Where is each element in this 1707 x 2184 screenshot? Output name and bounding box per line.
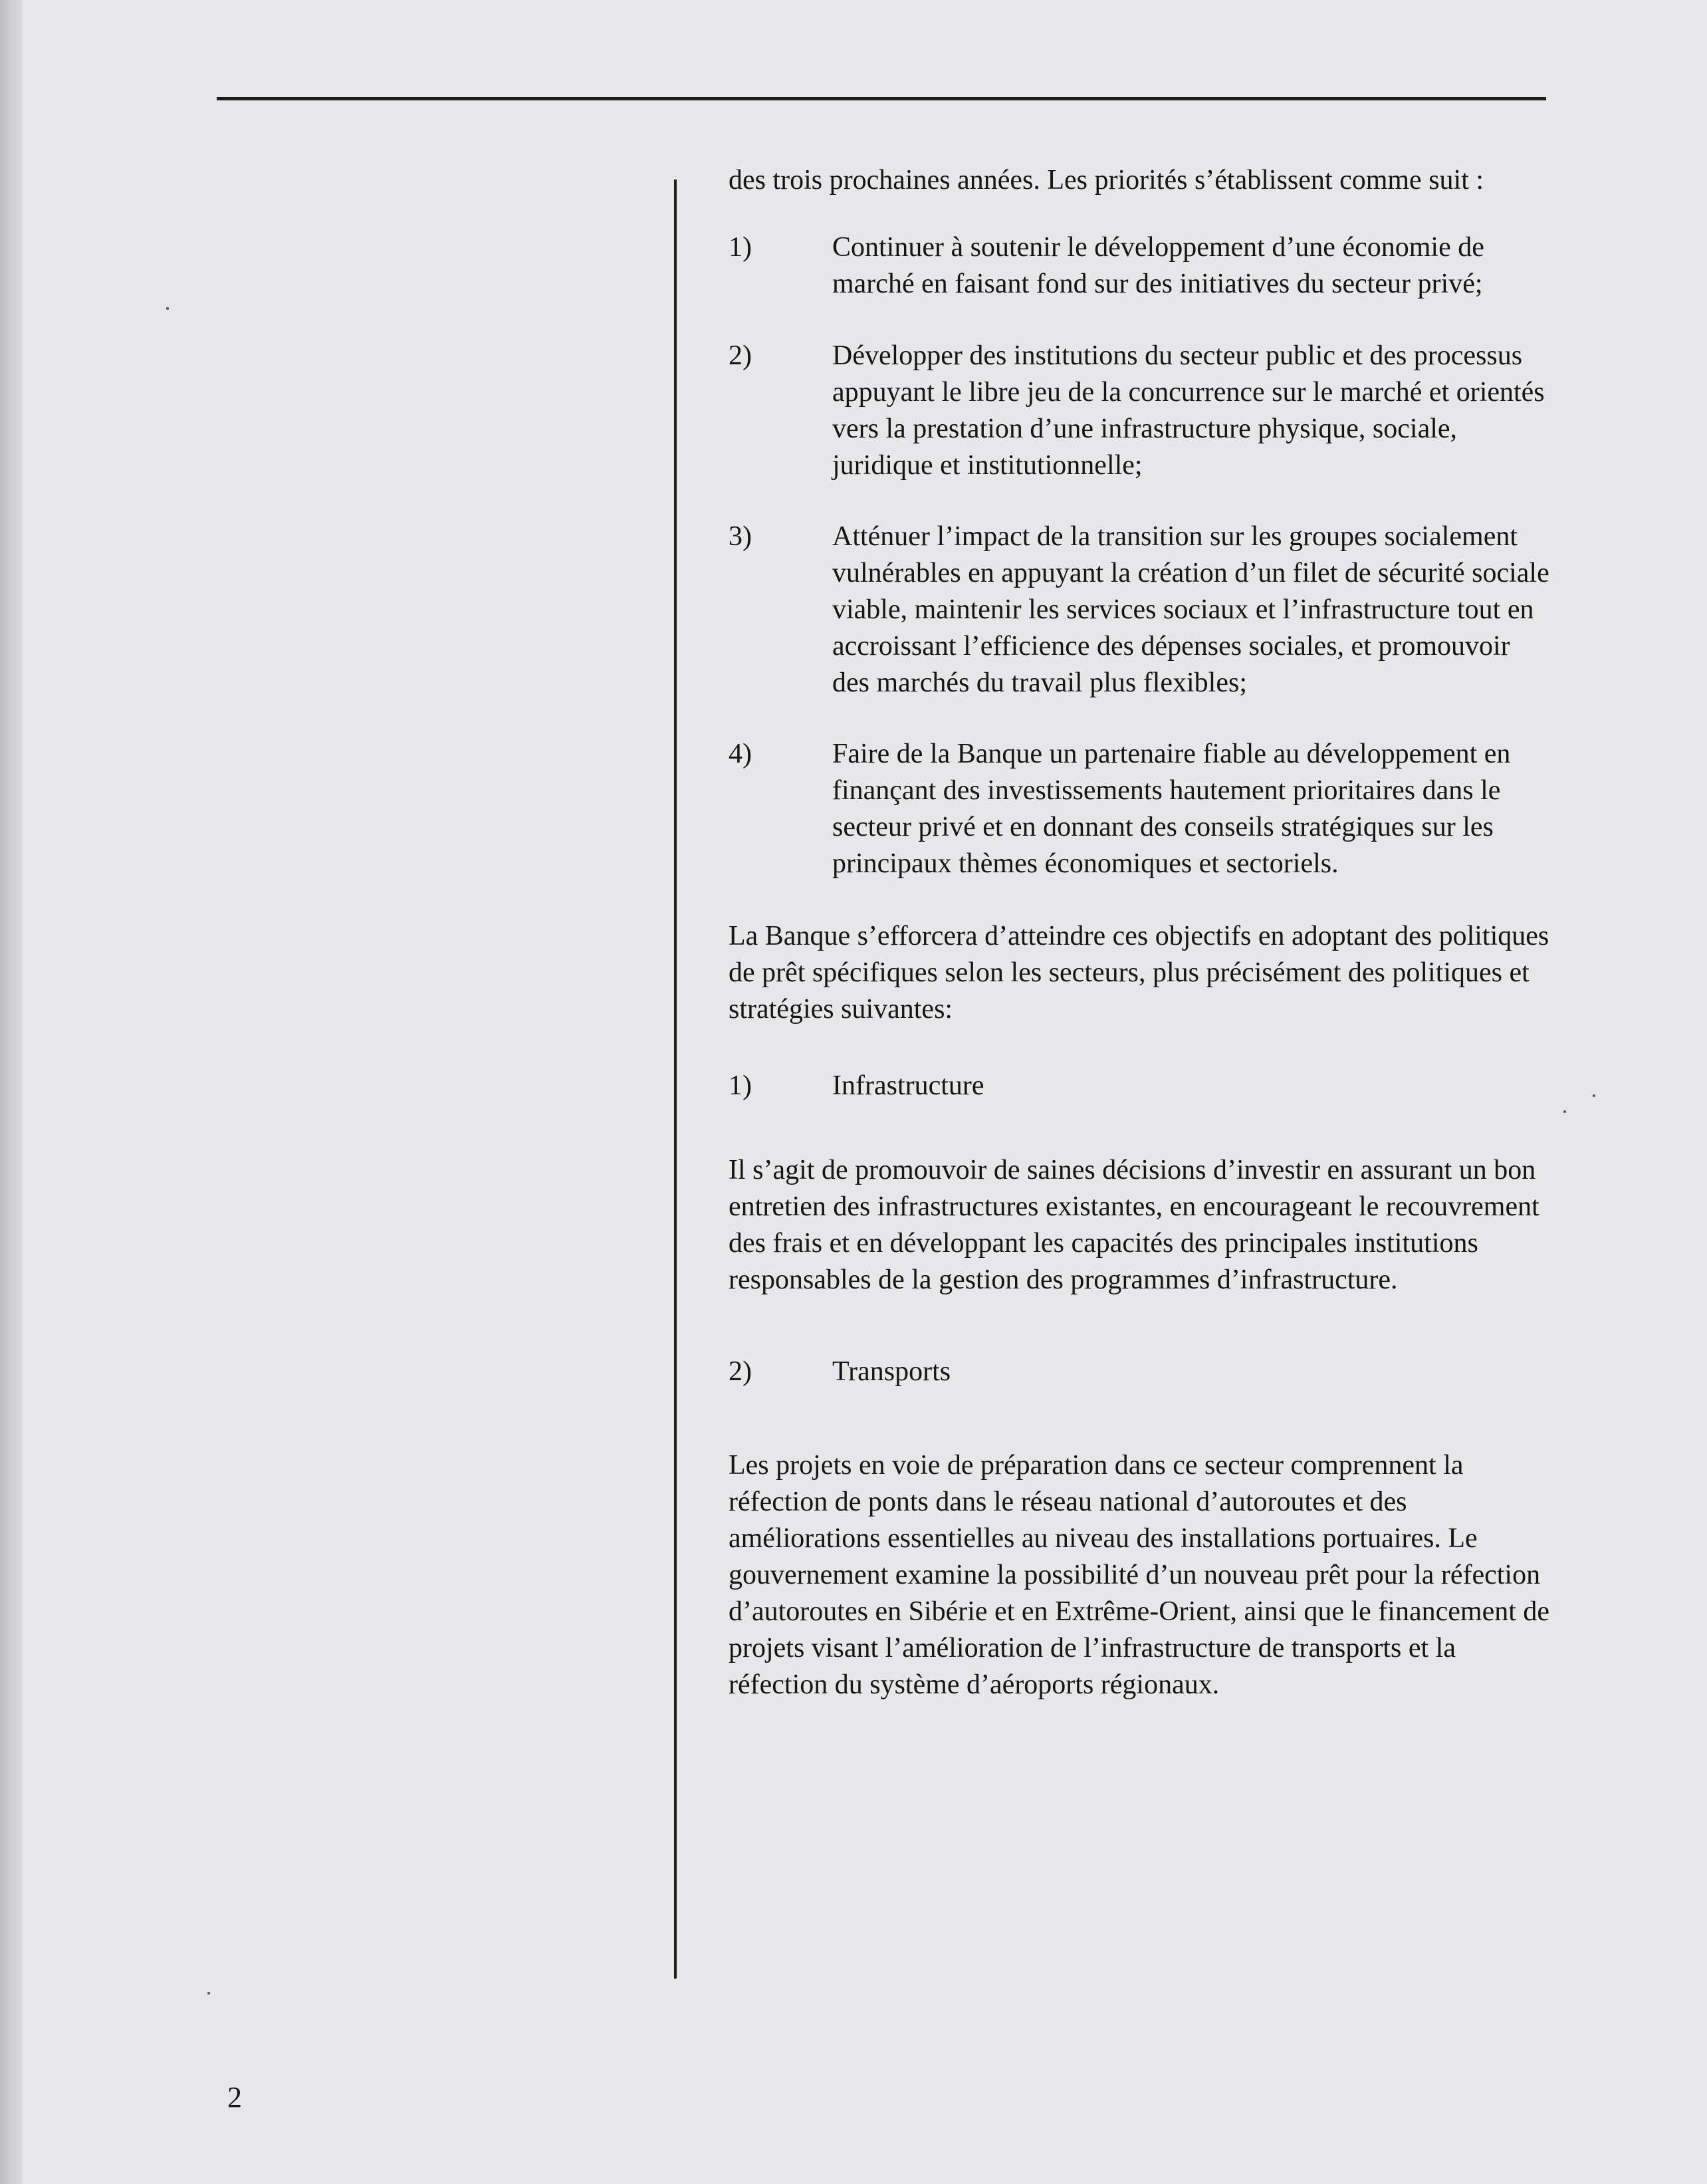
speck — [166, 307, 169, 310]
section-heading — [729, 1068, 1553, 1104]
priority-item — [729, 338, 1553, 484]
intro-paragraph: des trois prochaines années. Les priorités s’établissent comme suit : — [729, 165, 1484, 195]
priority-item — [729, 519, 1553, 701]
section-heading — [729, 1354, 1553, 1390]
priority-text: Atténuer l’impact de la transition sur les groupes socialement vulnérables en appuyant la création d’un filet de sécurité sociale viable, maintenir les services sociaux et l’infrastructure tout en accroissant l’efficience des dépenses sociales, et promouvoir des marchés du travail plus flexibles; — [832, 521, 1549, 698]
section-body: Il s’agit de promouvoir de saines décisions d’investir en assurant un bon entretien des infrastructures existantes, en encourageant le recouvrement des frais et en développant les capacités des principales institutions responsables de la gestion des programmes d’infrastructure. — [729, 1155, 1539, 1295]
speck — [207, 1992, 210, 1995]
priority-text: Continuer à soutenir le développement d’une économie de marché en faisant fond sur des initiatives du secteur privé; — [832, 232, 1484, 299]
section-body: Les projets en voie de préparation dans ce secteur comprennent la réfection de ponts dans le réseau national d’autoroutes et des améliorations essentielles au niveau des installations portuaires. Le gouvernement examine la possibilité d’un nouveau prêt pour la réfection d’autoroutes en Sibérie et en Extrême-Orient, ainsi que le financement de projets visant l’amélioration de l’infrastructure de transports et la réfection du système d’aéroports régionaux. — [729, 1450, 1550, 1700]
section-number: 1) — [729, 1070, 752, 1101]
top-rule — [217, 97, 1546, 100]
speck — [1563, 1110, 1566, 1113]
strategy-intro-paragraph: La Banque s’efforcera d’atteindre ces objectifs en adoptant des politiques de prêt spécifiques selon les secteurs, plus précisément des politiques et stratégies suivantes: — [729, 921, 1549, 1025]
speck — [1593, 1094, 1595, 1097]
priority-number: 1) — [729, 232, 752, 263]
page-left-edge — [0, 0, 23, 2184]
priority-number: 2) — [729, 340, 752, 371]
column-rule — [674, 180, 677, 1979]
priority-item — [729, 736, 1553, 882]
main-column — [729, 162, 1553, 1703]
section-number: 2) — [729, 1356, 752, 1387]
section-title: Infrastructure — [832, 1070, 984, 1101]
priority-text: Développer des institutions du secteur public et des processus appuyant le libre jeu de la concurrence sur le marché et orientés vers la prestation d’une infrastructure physique, sociale, juridique et institutionnelle; — [832, 340, 1545, 481]
page-number: 2 — [227, 2081, 242, 2114]
section-title: Transports — [832, 1356, 951, 1387]
priority-number: 3) — [729, 521, 752, 552]
priority-number: 4) — [729, 739, 752, 769]
priority-text: Faire de la Banque un partenaire fiable au développement en finançant des investissements hautement prioritaires dans le secteur privé et en donnant des conseils stratégiques sur les principaux thèmes économiques et sectoriels. — [832, 739, 1511, 879]
priority-item — [729, 229, 1553, 303]
